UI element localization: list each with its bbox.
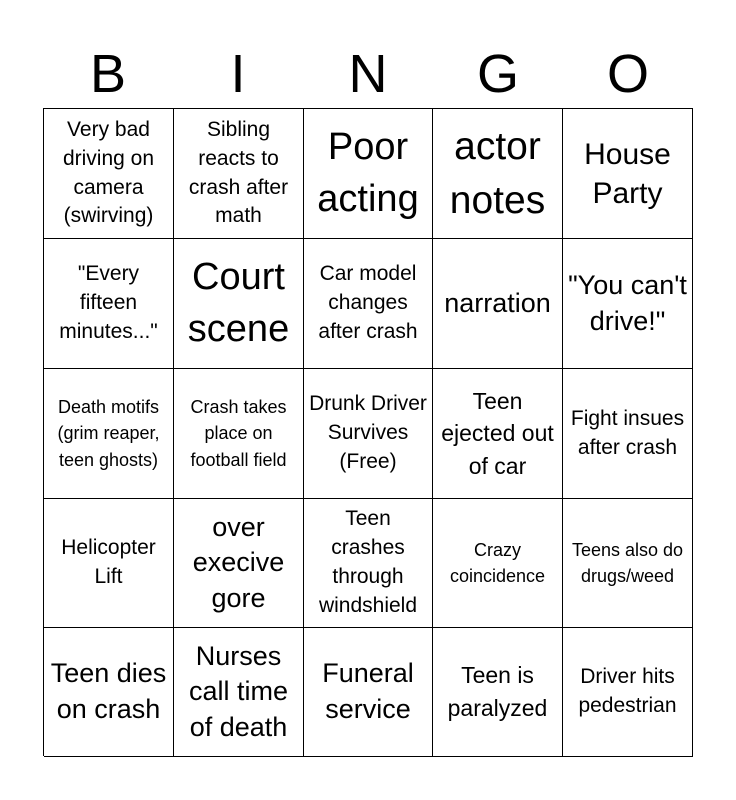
bingo-cell[interactable]: Crash takes place on football field — [174, 369, 304, 499]
bingo-cell[interactable]: Teens also do drugs/weed — [563, 499, 693, 628]
bingo-cell[interactable]: "You can't drive!" — [563, 239, 693, 369]
bingo-cell[interactable]: Teen crashes through windshield — [304, 499, 433, 628]
bingo-cell[interactable]: Fight insues after crash — [563, 369, 693, 499]
bingo-cell[interactable]: Teen dies on crash — [44, 628, 174, 757]
bingo-cell[interactable]: Teen ejected out of car — [433, 369, 563, 499]
bingo-cell[interactable]: Very bad driving on camera (swirving) — [44, 109, 174, 239]
header-letter-i: I — [230, 44, 246, 104]
bingo-cell[interactable]: actor notes — [433, 109, 563, 239]
bingo-cell[interactable]: Car model changes after crash — [304, 239, 433, 369]
header-letter-n: N — [348, 44, 388, 104]
bingo-cell[interactable]: over execive gore — [174, 499, 304, 628]
bingo-cell[interactable]: Teen is paralyzed — [433, 628, 563, 757]
bingo-cell[interactable]: Nurses call time of death — [174, 628, 304, 757]
bingo-cell[interactable]: Sibling reacts to crash after math — [174, 109, 304, 239]
bingo-cell[interactable]: Poor acting — [304, 109, 433, 239]
header-letter-b: B — [89, 44, 127, 104]
bingo-header — [43, 40, 693, 108]
bingo-cell[interactable]: Drunk Driver Survives (Free) — [304, 369, 433, 499]
bingo-cell[interactable]: Death motifs (grim reaper, teen ghosts) — [44, 369, 174, 499]
bingo-cell[interactable]: "Every fifteen minutes..." — [44, 239, 174, 369]
bingo-cell[interactable]: Helicopter Lift — [44, 499, 174, 628]
bingo-cell[interactable]: Crazy coincidence — [433, 499, 563, 628]
bingo-cell[interactable]: Driver hits pedestrian — [563, 628, 693, 757]
bingo-board — [43, 108, 693, 756]
header-letter-g: G — [476, 44, 519, 104]
bingo-cell[interactable]: narration — [433, 239, 563, 369]
header-letter-o: O — [606, 44, 649, 104]
bingo-cell[interactable]: Court scene — [174, 239, 304, 369]
bingo-cell[interactable]: House Party — [563, 109, 693, 239]
bingo-cell[interactable]: Funeral service — [304, 628, 433, 757]
